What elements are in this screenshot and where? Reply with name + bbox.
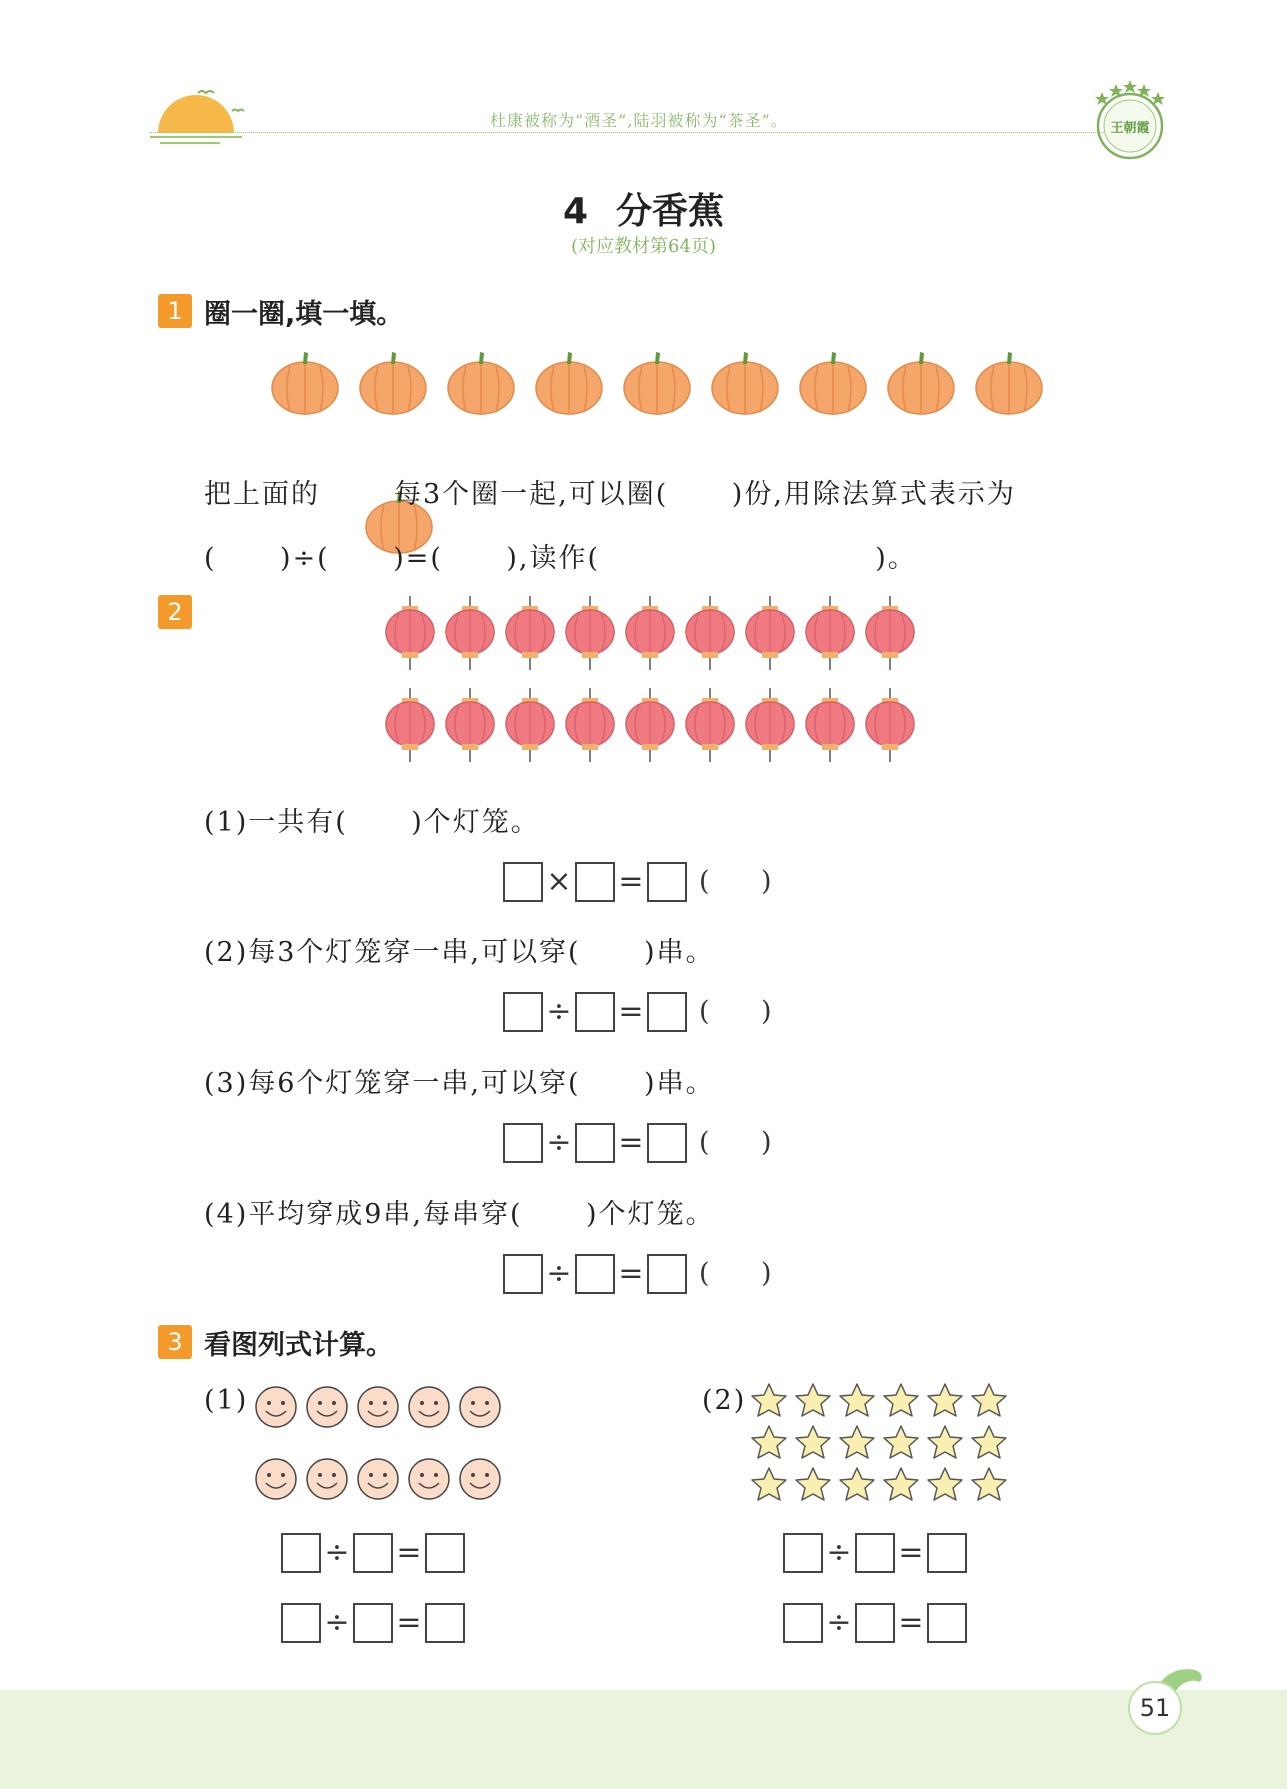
star-icon bbox=[794, 1424, 832, 1460]
star-icon bbox=[882, 1424, 920, 1460]
answer-box[interactable] bbox=[783, 1603, 823, 1643]
equals-sign: = bbox=[396, 1605, 422, 1640]
smiley-face-icon bbox=[407, 1457, 453, 1503]
question-2-4: (4)平均穿成9串,每串穿( )个灯笼。 bbox=[204, 1199, 715, 1230]
textbook-reference: (对应教材第64页) bbox=[571, 236, 716, 257]
smiley-face-icon bbox=[305, 1385, 351, 1431]
section-1-line-2: ( )÷( )=( ),读作( )。 bbox=[204, 543, 917, 574]
answer-box[interactable] bbox=[281, 1603, 321, 1643]
page-number: 51 bbox=[1128, 1681, 1182, 1735]
pumpkin-icon bbox=[710, 350, 780, 416]
pumpkin-icon bbox=[446, 350, 516, 416]
answer-box[interactable] bbox=[503, 862, 543, 902]
smiley-face-icon bbox=[254, 1385, 300, 1431]
divide-sign: ÷ bbox=[324, 1535, 350, 1570]
star-icon bbox=[970, 1382, 1008, 1418]
brand-badge bbox=[1090, 78, 1170, 168]
unit-blank[interactable]: ( ) bbox=[699, 1258, 772, 1289]
lesson-number: 4 bbox=[562, 191, 589, 232]
star-icon bbox=[970, 1424, 1008, 1460]
part-2-label: (2) bbox=[702, 1385, 747, 1416]
answer-box[interactable] bbox=[575, 1123, 615, 1163]
answer-box[interactable] bbox=[353, 1603, 393, 1643]
answer-box[interactable] bbox=[575, 1254, 615, 1294]
divide-sign: ÷ bbox=[546, 994, 572, 1029]
answer-box[interactable] bbox=[927, 1533, 967, 1573]
lantern-icon bbox=[625, 596, 675, 672]
unit-blank[interactable]: ( ) bbox=[699, 866, 772, 897]
header-tagline: 杜康被称为“酒圣”,陆羽被称为“茶圣”。 bbox=[490, 111, 788, 130]
answer-box[interactable] bbox=[647, 862, 687, 902]
lantern-icon bbox=[805, 688, 855, 764]
lantern-icon bbox=[865, 596, 915, 672]
divide-sign: ÷ bbox=[324, 1605, 350, 1640]
question-2-1: (1)一共有( )个灯笼。 bbox=[204, 807, 540, 838]
star-icon bbox=[970, 1466, 1008, 1502]
pumpkin-icon bbox=[270, 350, 340, 416]
smiley-face-icon bbox=[458, 1385, 504, 1431]
answer-box[interactable] bbox=[353, 1533, 393, 1573]
lantern-icon bbox=[805, 596, 855, 672]
answer-box[interactable] bbox=[503, 1254, 543, 1294]
equation-2-4 bbox=[503, 1254, 772, 1294]
equals-sign: = bbox=[618, 1256, 644, 1291]
star-icon bbox=[794, 1466, 832, 1502]
equation-3-1a bbox=[281, 1533, 465, 1573]
header-divider bbox=[150, 132, 1110, 133]
smiley-face-icon bbox=[305, 1457, 351, 1503]
section-3-heading: 看图列式计算。 bbox=[204, 1330, 393, 1361]
star-icon bbox=[882, 1382, 920, 1418]
lantern-icon bbox=[385, 688, 435, 764]
answer-box[interactable] bbox=[281, 1533, 321, 1573]
pumpkin-inline-icon bbox=[322, 458, 392, 524]
unit-blank[interactable]: ( ) bbox=[699, 996, 772, 1027]
equation-2-2 bbox=[503, 992, 772, 1032]
lantern-icon bbox=[745, 596, 795, 672]
answer-box[interactable] bbox=[647, 1123, 687, 1163]
section-1-heading: 圈一圈,填一填。 bbox=[204, 299, 404, 330]
star-icon bbox=[926, 1424, 964, 1460]
equals-sign: = bbox=[396, 1535, 422, 1570]
section-3-number: 3 bbox=[158, 1325, 192, 1359]
lantern-icon bbox=[565, 596, 615, 672]
page-title bbox=[0, 183, 1287, 234]
divide-sign: ÷ bbox=[826, 1605, 852, 1640]
divide-sign: ÷ bbox=[546, 1125, 572, 1160]
lantern-icon bbox=[505, 596, 555, 672]
pumpkin-icon bbox=[622, 350, 692, 416]
equation-3-2a bbox=[783, 1533, 967, 1573]
section-1-line-1 bbox=[204, 458, 1016, 524]
lantern-icon bbox=[445, 688, 495, 764]
lantern-icon bbox=[685, 596, 735, 672]
divide-sign: ÷ bbox=[826, 1535, 852, 1570]
answer-box[interactable] bbox=[647, 1254, 687, 1294]
line-1-suffix: 每3个圈一起,可以圈( )份,用除法算式表示为 bbox=[394, 478, 1016, 510]
smiley-face-icon bbox=[356, 1457, 402, 1503]
answer-box[interactable] bbox=[503, 992, 543, 1032]
part-1-label: (1) bbox=[204, 1385, 249, 1416]
equation-3-2b bbox=[783, 1603, 967, 1643]
smiley-face-icon bbox=[458, 1457, 504, 1503]
equals-sign: = bbox=[898, 1535, 924, 1570]
lantern-icon bbox=[505, 688, 555, 764]
answer-box[interactable] bbox=[425, 1533, 465, 1573]
star-icon bbox=[838, 1466, 876, 1502]
divide-sign: ÷ bbox=[546, 1256, 572, 1291]
star-icon bbox=[926, 1466, 964, 1502]
answer-box[interactable] bbox=[575, 862, 615, 902]
question-2-3: (3)每6个灯笼穿一串,可以穿( )串。 bbox=[204, 1068, 715, 1099]
star-icon bbox=[838, 1382, 876, 1418]
answer-box[interactable] bbox=[575, 992, 615, 1032]
star-icon bbox=[882, 1466, 920, 1502]
equals-sign: = bbox=[618, 864, 644, 899]
pumpkin-icon bbox=[534, 350, 604, 416]
line-1-prefix: 把上面的 bbox=[204, 478, 320, 510]
star-icon bbox=[794, 1382, 832, 1418]
unit-blank[interactable]: ( ) bbox=[699, 1127, 772, 1158]
answer-box[interactable] bbox=[855, 1533, 895, 1573]
lantern-icon bbox=[625, 688, 675, 764]
brand-logo-text: 王朝霞 bbox=[1110, 121, 1150, 136]
pumpkin-icon bbox=[886, 350, 956, 416]
equals-sign: = bbox=[618, 1125, 644, 1160]
equation-3-1b bbox=[281, 1603, 465, 1643]
answer-box[interactable] bbox=[647, 992, 687, 1032]
equation-2-1 bbox=[503, 862, 772, 902]
multiply-sign: × bbox=[546, 864, 572, 899]
star-icon bbox=[750, 1382, 788, 1418]
equals-sign: = bbox=[898, 1605, 924, 1640]
question-2-2: (2)每3个灯笼穿一串,可以穿( )串。 bbox=[204, 937, 715, 968]
star-icon bbox=[750, 1466, 788, 1502]
answer-box[interactable] bbox=[855, 1603, 895, 1643]
lantern-icon bbox=[745, 688, 795, 764]
smiley-face-icon bbox=[254, 1457, 300, 1503]
section-2-number: 2 bbox=[158, 595, 192, 629]
answer-box[interactable] bbox=[927, 1603, 967, 1643]
smiley-face-icon bbox=[407, 1385, 453, 1431]
footer-band bbox=[0, 1690, 1287, 1789]
smiley-face-icon bbox=[356, 1385, 402, 1431]
star-icon bbox=[926, 1382, 964, 1418]
pumpkin-icon bbox=[974, 350, 1044, 416]
answer-box[interactable] bbox=[783, 1533, 823, 1573]
lantern-icon bbox=[445, 596, 495, 672]
section-1-number: 1 bbox=[158, 294, 192, 328]
pumpkin-icon bbox=[798, 350, 868, 416]
equals-sign: = bbox=[618, 994, 644, 1029]
equation-2-3 bbox=[503, 1123, 772, 1163]
lesson-title: 分香蕉 bbox=[616, 191, 725, 232]
star-icon bbox=[750, 1424, 788, 1460]
lantern-icon bbox=[565, 688, 615, 764]
sun-logo bbox=[150, 85, 250, 159]
lantern-icon bbox=[385, 596, 435, 672]
star-icon bbox=[838, 1424, 876, 1460]
answer-box[interactable] bbox=[425, 1603, 465, 1643]
lantern-icon bbox=[865, 688, 915, 764]
answer-box[interactable] bbox=[503, 1123, 543, 1163]
pumpkin-icon bbox=[358, 350, 428, 416]
lantern-icon bbox=[685, 688, 735, 764]
